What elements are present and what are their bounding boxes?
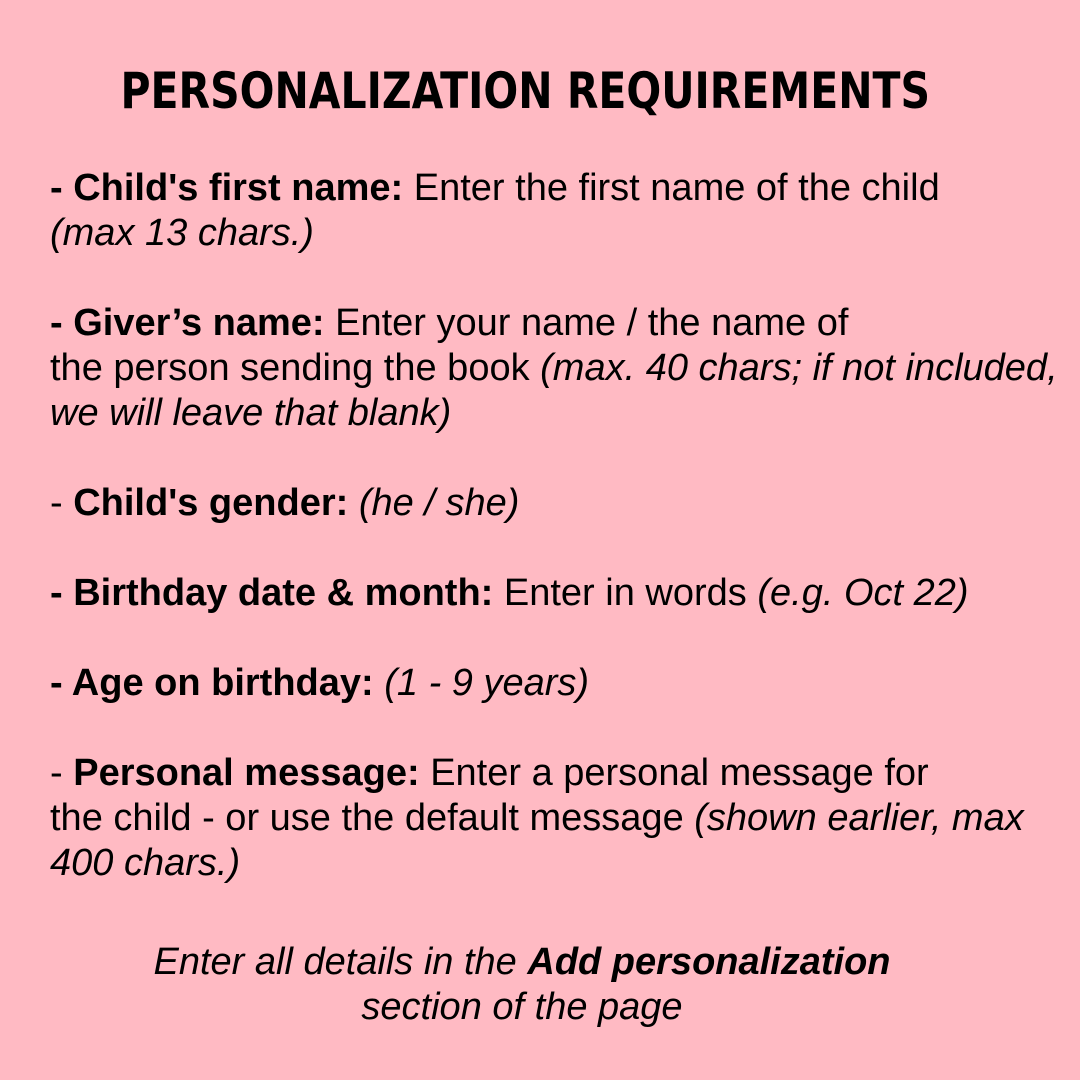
requirement-label: - Child's first name: xyxy=(50,167,404,209)
requirement-note: (max 13 chars.) xyxy=(50,212,314,254)
requirement-label: - Age on birthday: xyxy=(50,662,374,704)
requirement-child-gender xyxy=(50,481,1060,526)
requirement-description: Enter a personal message for xyxy=(430,752,929,794)
page-title: PERSONALIZATION REQUIREMENTS xyxy=(120,62,931,120)
footer-instruction xyxy=(0,940,1080,1030)
requirement-birthday xyxy=(50,571,1060,616)
requirement-description: Enter your name / the name of xyxy=(335,302,849,344)
requirements-list xyxy=(50,166,1060,931)
requirement-personal-message xyxy=(50,751,1060,886)
requirement-age xyxy=(50,661,1060,706)
requirement-description: Enter the first name of the child xyxy=(413,167,940,209)
requirement-note: (e.g. Oct 22) xyxy=(757,572,969,614)
requirement-label: - Birthday date & month: xyxy=(50,572,494,614)
requirement-giver-name xyxy=(50,301,1060,436)
footer-text-continued: section of the page xyxy=(361,986,683,1028)
requirement-dash: - xyxy=(50,752,63,794)
requirement-label: Personal message: xyxy=(73,752,420,794)
requirement-note: (shown earlier, max 400 chars.) xyxy=(50,797,1024,884)
footer-text: Enter all details in the xyxy=(153,941,517,983)
requirement-label: Child's gender: xyxy=(73,482,349,524)
requirement-child-first-name xyxy=(50,166,1060,256)
requirement-note: (he / she) xyxy=(358,482,520,524)
requirement-description-continued: the child - or use the default message xyxy=(50,797,684,839)
requirement-note: (max. 40 chars; if not included, we will leave that blank) xyxy=(50,347,1058,434)
requirement-description-continued: the person sending the book xyxy=(50,347,530,389)
footer-section-name: Add personalization xyxy=(527,941,891,983)
requirement-dash: - xyxy=(50,482,63,524)
requirement-description: Enter in words xyxy=(503,572,747,614)
requirement-note: (1 - 9 years) xyxy=(384,662,590,704)
requirement-label: - Giver’s name: xyxy=(50,302,325,344)
